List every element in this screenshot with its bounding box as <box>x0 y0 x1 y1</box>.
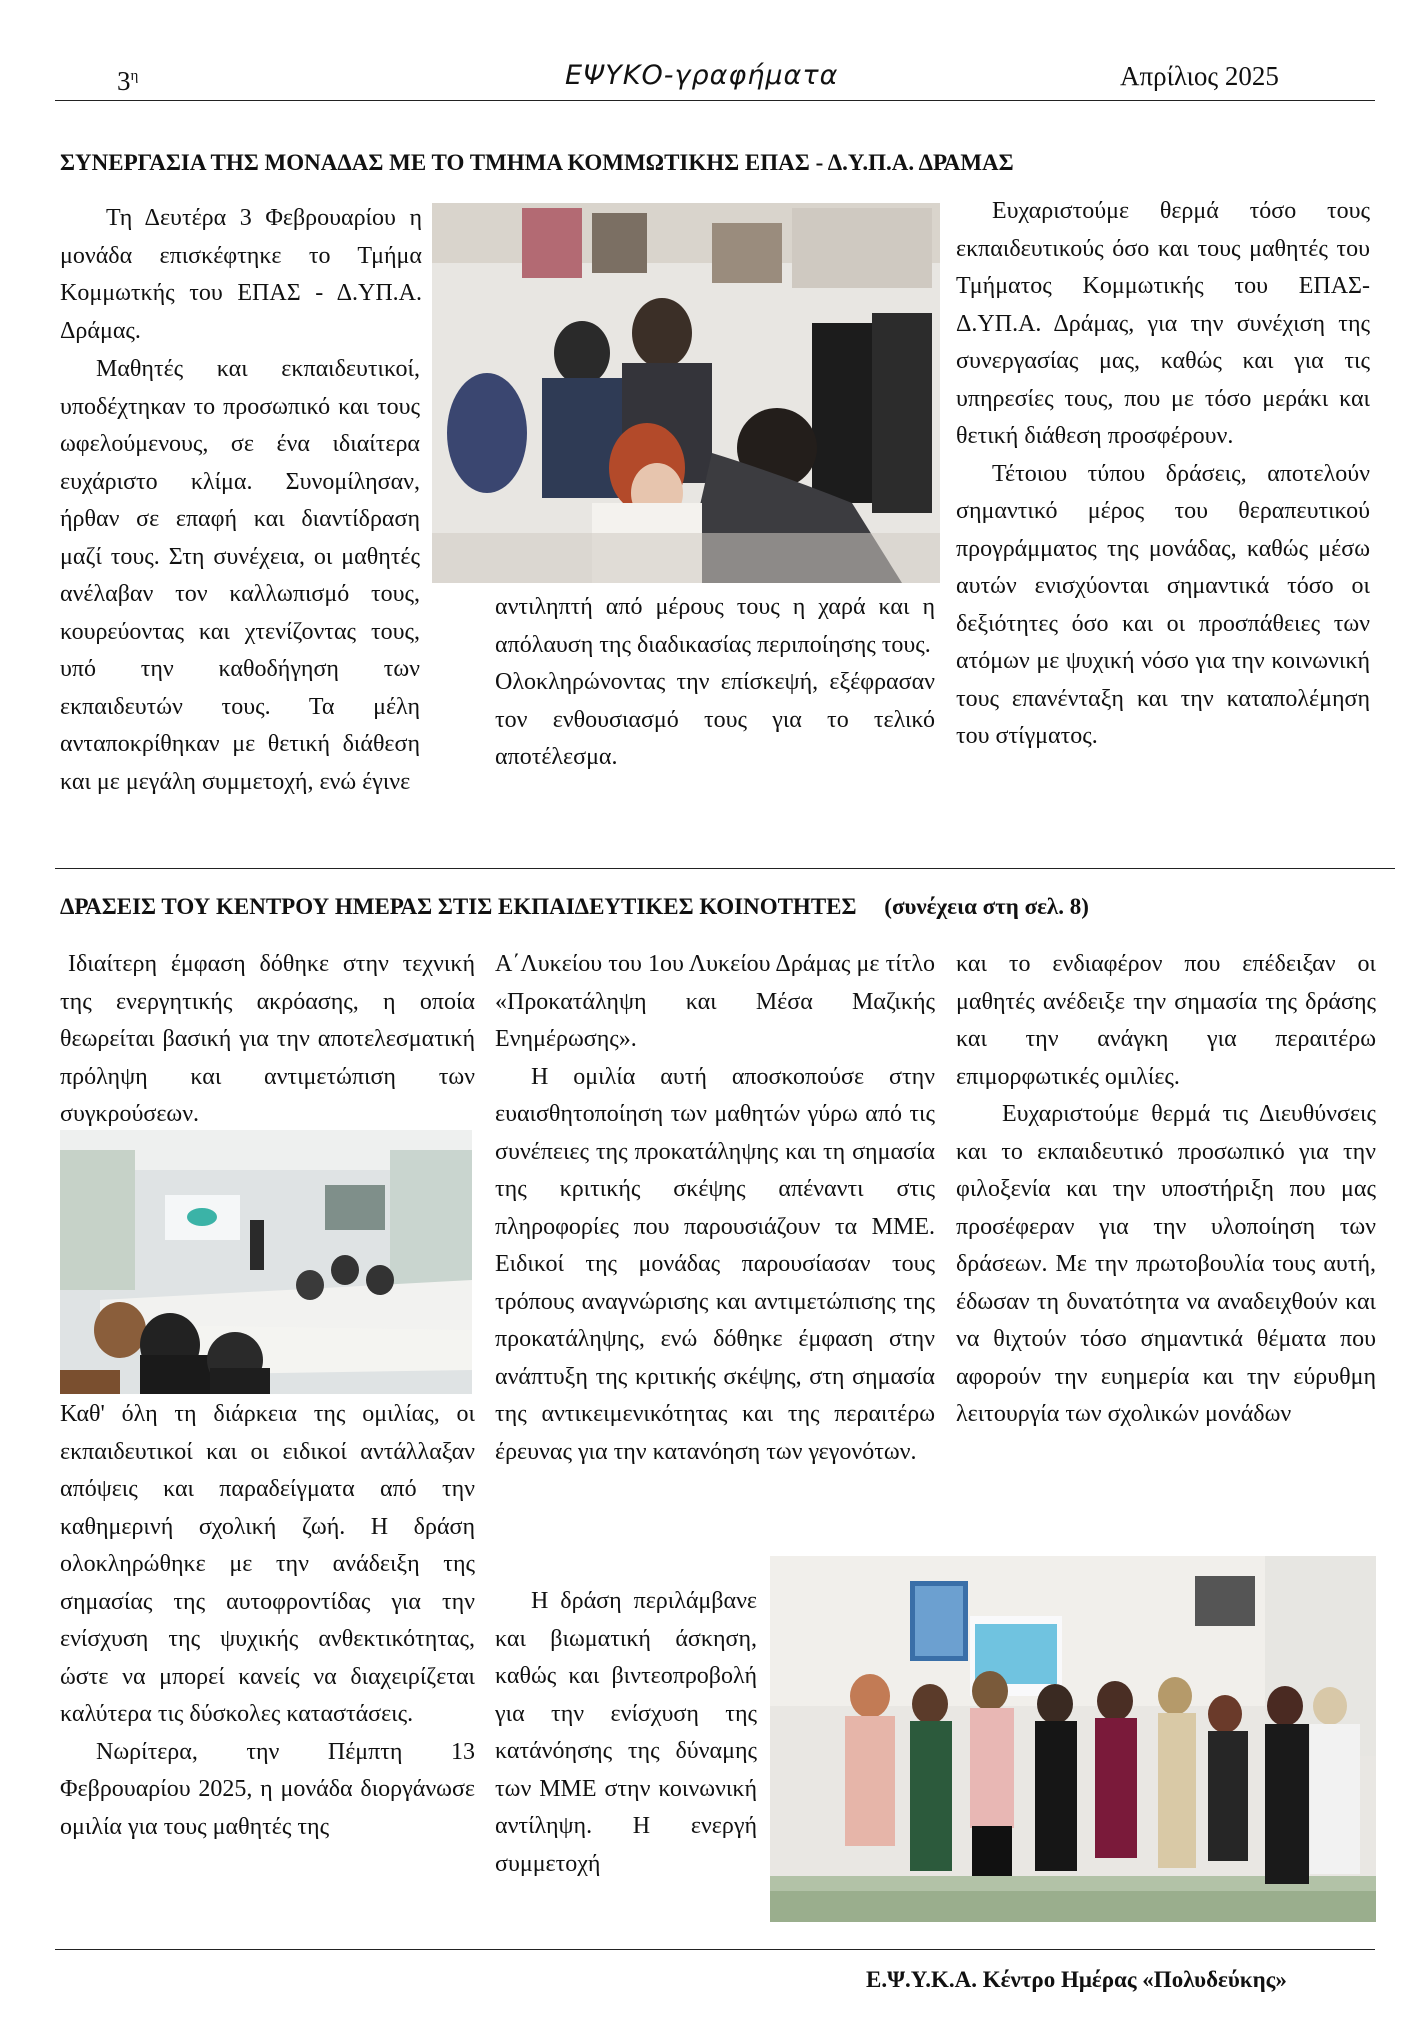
section-divider <box>55 868 1395 869</box>
article2-col1-p3: Νωρίτερα, την Πέμπτη 13 Φεβρουαρίου 2025, η μονάδα διοργάνωσε ομιλία για τους μαθητές της <box>60 1738 475 1840</box>
article2-col1-top <box>60 946 475 1134</box>
article2-col1-p1: Ιδιαίτερη έμφαση δόθηκε στην τεχνική της ενεργητικής ακρόασης, η οποία θεωρείται βασική για την αποτελεσματική πρόληψη και αντιμετώπιση των συγκρούσεων. <box>60 951 475 1127</box>
article2-col2-p2: Η ομιλία αυτή αποσκοπούσε στην ευαισθητοποίηση των μαθητών γύρω από τις συνέπειες της προκατάληψης και τη σημασία της κριτικής σκέψης απέναντι στις πληροφορίες που παρουσιάζουν τα ΜΜΕ. Ειδικοί της μονάδας παρουσίασαν τους τρόπους αναγνώρισης και αντιμετώπισης της προκατάληψης, ενώ δόθηκε έμφαση στην ανάπτυξη της κριτικής σκέψης, στη σημασία της αντικειμενικότητας και της περαιτέρω έρευνας για την κατανόηση των γεγονότων. <box>495 1063 935 1465</box>
article1-col1-body <box>60 351 420 801</box>
continuation-note: (συνέχεια στη σελ. 8) <box>884 894 1089 919</box>
article2-col1-body <box>60 1396 475 1846</box>
article2-col3 <box>956 946 1376 1434</box>
footer-organization: Ε.Ψ.Υ.Κ.Α. Κέντρο Ημέρας «Πολυδεύκης» <box>866 1967 1287 1992</box>
group-photo <box>770 1556 1376 1922</box>
article2-col2-p1: Α΄Λυκείου του 1ου Λυκείου Δράμας με τίτλο «Προκατάληψη και Μέσα Μαζικής Ενημέρωσης». <box>495 951 935 1052</box>
article1-col1-p1: Τη Δευτέρα 3 Φεβρουαρίου η μονάδα επισκέφτηκε το Τμήμα Κομμωτκής του ΕΠΑΣ - Δ.ΥΠ.Α. Δράμας. <box>60 205 422 344</box>
article1-heading: ΣΥΝΕΡΓΑΣΙΑ ΤΗΣ ΜΟΝΑΔΑΣ ΜΕ ΤΟ ΤΜΗΜΑ ΚΟΜΜΩΤΙΚΗΣ ΕΠΑΣ - Δ.Υ.Π.Α. ΔΡΑΜΑΣ <box>60 150 1014 175</box>
footer-rule <box>55 1949 1375 1950</box>
article1-col1-top <box>60 200 422 350</box>
page-number-value: 3 <box>117 66 131 96</box>
article2-col1-p2: Καθ' όλη τη διάρκεια της ομιλίας, οι εκπαιδευτικοί και οι ειδικοί αντάλλαξαν απόψεις και παραδείγματα από την καθημερινή σχολική ζωή. Η δράση ολοκληρώθηκε με την ανάδειξη της σημασίας της αυτοφροντίδας για την ενίσχυση της ψυχικής ανθεκτικότητας, ώστε να μπορεί κανείς να διαχειρίζεται καλύτερα τις δύσκολες καταστάσεις. <box>60 1401 475 1727</box>
header-rule <box>55 100 1375 101</box>
article1-col3-p2: Τέτοιου τύπου δράσεις, αποτελούν σημαντικό μέρος του θεραπευτικού προγράμματος της μονάδας, καθώς μέσω αυτών ενισχύονται σημαντικά τόσο οι δεξιότητες όσο και οι προσπάθειες των ατόμων με ψυχική νόσο για την κοινωνική τους επανένταξη και την καταπολέμηση του στίγματος. <box>956 460 1370 749</box>
page-number-suffix: η <box>130 68 139 84</box>
article1-col2 <box>495 589 935 777</box>
classroom-lecture-photo <box>60 1130 472 1394</box>
newsletter-title: ΕΨΥΚΟ-γραφήματα <box>565 60 839 91</box>
article1-col3 <box>956 193 1370 756</box>
article2-col2-top <box>495 946 935 1471</box>
article2-col3-p2: Ευχαριστούμε θερμά τις Διευθύνσεις και το εκπαιδευτικό προσωπικό για την φιλοξενία και την υποστήριξη που μας προσέφεραν για την υλοποίηση των δράσεων. Με την πρωτοβουλία τους αυτή, έδωσαν τη δυνατότητα να αναδειχθούν και να θιχτούν τόσο σημαντικά θέματα που αφορούν την ευημερία και την εύρυθμη λειτουργία των σχολικών μονάδων <box>956 1101 1376 1427</box>
article2-col2-bottom <box>495 1583 757 1883</box>
article2-heading <box>60 892 1089 922</box>
article1-col2-p1: αντιληπτή από μέρους τους η χαρά και η απόλαυση της διαδικασίας περιποίησης τους. <box>495 594 935 658</box>
article2-title: ΔΡΑΣΕΙΣ ΤΟΥ ΚΕΝΤΡΟΥ ΗΜΕΡΑΣ ΣΤΙΣ ΕΚΠΑΙΔΕΥΤΙΚΕΣ ΚΟΙΝΟΤΗΤΕΣ <box>60 894 857 919</box>
article2-col2-p3: Η δράση περιλάμβανε και βιωματική άσκηση, καθώς και βιντεοπροβολή για την ενίσχυση της κατάνόησης της δύναμης των ΜΜΕ στην κοινωνική αντίληψη. Η ενεργή συμμετοχή <box>495 1588 757 1877</box>
issue-date: Απρίλιος 2025 <box>1120 61 1279 91</box>
article2-col3-p1: και το ενδιαφέρον που επέδειξαν οι μαθητές ανέδειξε την σημασία της δράσης και την ανάγκη για περαιτέρω επιμορφωτικές ομιλίες. <box>956 951 1376 1090</box>
article1-col2-p2: Ολοκληρώνοντας την επίσκεψή, εξέφρασαν τον ενθουσιασμό τους για το τελικό αποτέλεσμα. <box>495 669 935 770</box>
article1-col3-p1: Ευχαριστούμε θερμά τόσο τους εκπαιδευτικούς όσο και τους μαθητές του Τμήματος Κομμωτικής του ΕΠΑΣ-Δ.ΥΠ.Α. Δράμας, για την συνέχιση της συνεργασίας μας, καθώς και για τις υπηρεσίες τους, που με τόσο μεράκι και θετική διάθεση προσφέρουν. <box>956 198 1370 449</box>
hair-salon-photo <box>432 203 940 583</box>
page-number <box>117 58 138 99</box>
article1-col1-p2: Μαθητές και εκπαιδευτικοί, υποδέχτηκαν το προσωπικό και τους ωφελούμενους, σε ένα ιδιαίτερα ευχάριστο κλίμα. Συνομίλησαν, ήρθαν σε επαφή και διαντίδραση μαζί τους. Στη συνέχεια, οι μαθητές ανέλαβαν τον καλλωπισμό τους, κουρεύοντας και χτενίζοντας τους, υπό την καθοδήγηση των εκπαιδευτών τους. Τα μέλη ανταποκρίθηκαν με θετική διάθεση και με μεγάλη συμμετοχή, ενώ έγινε <box>60 356 420 795</box>
